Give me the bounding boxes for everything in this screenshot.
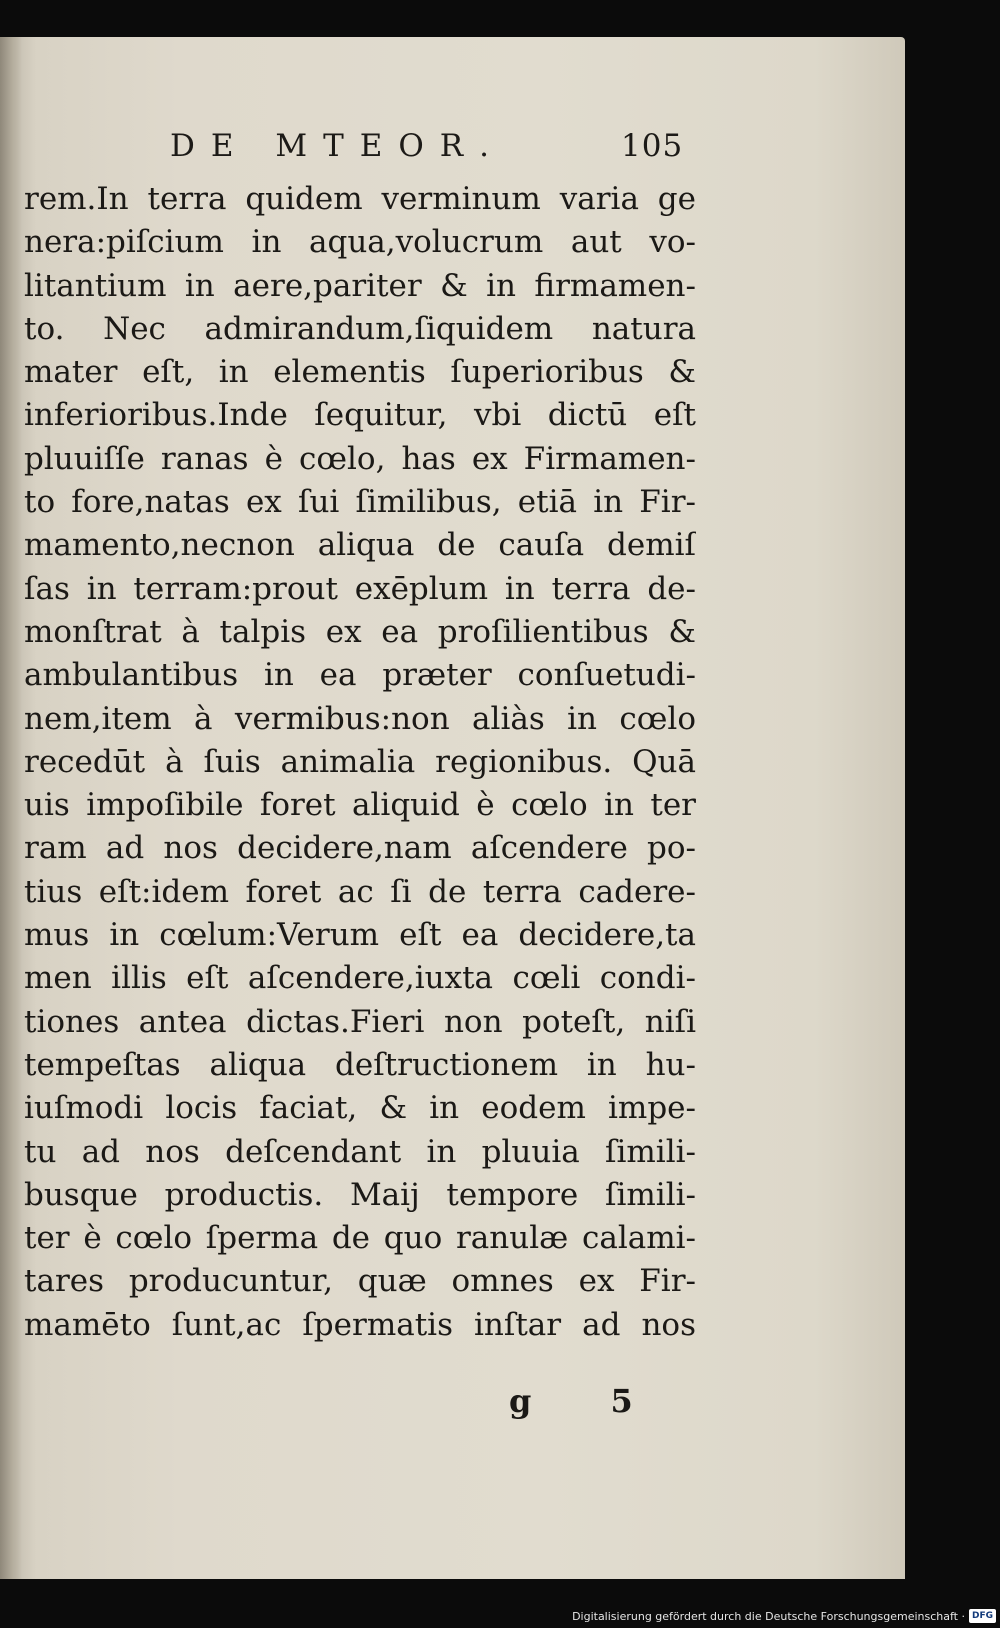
text-line: ſas in terram:prout exēplum in terra de- (24, 570, 696, 607)
text-line: tius eſt:idem foret ac ſi de terra cadere- (24, 873, 696, 910)
text-line: mamēto ſunt,ac ſpermatis inſtar ad nos (24, 1306, 696, 1343)
text-line: mus in cœlum:Verum eſt ea decidere,ta (24, 917, 696, 954)
text-line: ter è cœlo ſperma de quo ranulæ calami- (24, 1220, 696, 1257)
text-line: tempeſtas aliqua deſtructionem in hu- (24, 1046, 696, 1083)
text-line: nera:piſcium in aqua,volucrum aut vo- (24, 224, 696, 261)
text-line: nem,item à vermibus:non aliàs in cœlo (24, 700, 696, 737)
text-line: rem.In terra quidem verminum varia ge (24, 181, 696, 217)
text-line: pluuiſſe ranas è cœlo, has ex Firmamen- (24, 440, 696, 477)
text-line: monſtrat à talpis ex ea proſilientibus & (24, 613, 696, 650)
text-line: men illis eſt aſcendere,iuxta cœli condi- (24, 960, 696, 997)
text-line: mater eſt, in elementis ſuperioribus & (24, 354, 696, 391)
text-line: tiones antea dictas.Fieri non poteſt, niſi (24, 1003, 696, 1040)
text-line: tu ad nos deſcendant in pluuia ſimili- (24, 1133, 696, 1170)
text-line: uis impoſibile foret aliquid è cœlo in ter (24, 787, 696, 824)
dfg-logo: DFG (969, 1609, 996, 1623)
running-head: DE MTEOR. (170, 128, 505, 164)
credit-text: Digitalisierung gefördert durch die Deutsche Forschungsgemeinschaft · (572, 1609, 965, 1623)
text-line: inferioribus.Inde ſequitur, vbi dictū eſt (24, 397, 696, 434)
text-line: iuſmodi locis faciat, & in eodem impe- (24, 1090, 696, 1127)
signature-mark: g 5 (509, 1382, 667, 1420)
text-line: to fore,natas ex ſui ſimilibus, etiā in Fir- (24, 484, 696, 521)
text-line: litantium in aere,pariter & in firmamen- (24, 267, 696, 304)
page-number: 105 (621, 128, 684, 164)
text-line: mamento,necnon aliqua de cauſa demiſ (24, 527, 696, 564)
digitization-credit (572, 1607, 996, 1625)
book-page (0, 37, 905, 1579)
text-line: tares producuntur, quæ omnes ex Fir- (24, 1263, 696, 1300)
text-line: recedūt à ſuis animalia regionibus. Quā (24, 743, 696, 780)
text-line: ambulantibus in ea præter conſuetudi- (24, 657, 696, 694)
text-line: busque productis. Maij tempore ſimili- (24, 1176, 696, 1213)
body-text (24, 178, 696, 1347)
text-line: to. Nec admirandum,ſiquidem natura (24, 310, 696, 347)
text-line: ram ad nos decidere,nam aſcendere po- (24, 830, 696, 867)
